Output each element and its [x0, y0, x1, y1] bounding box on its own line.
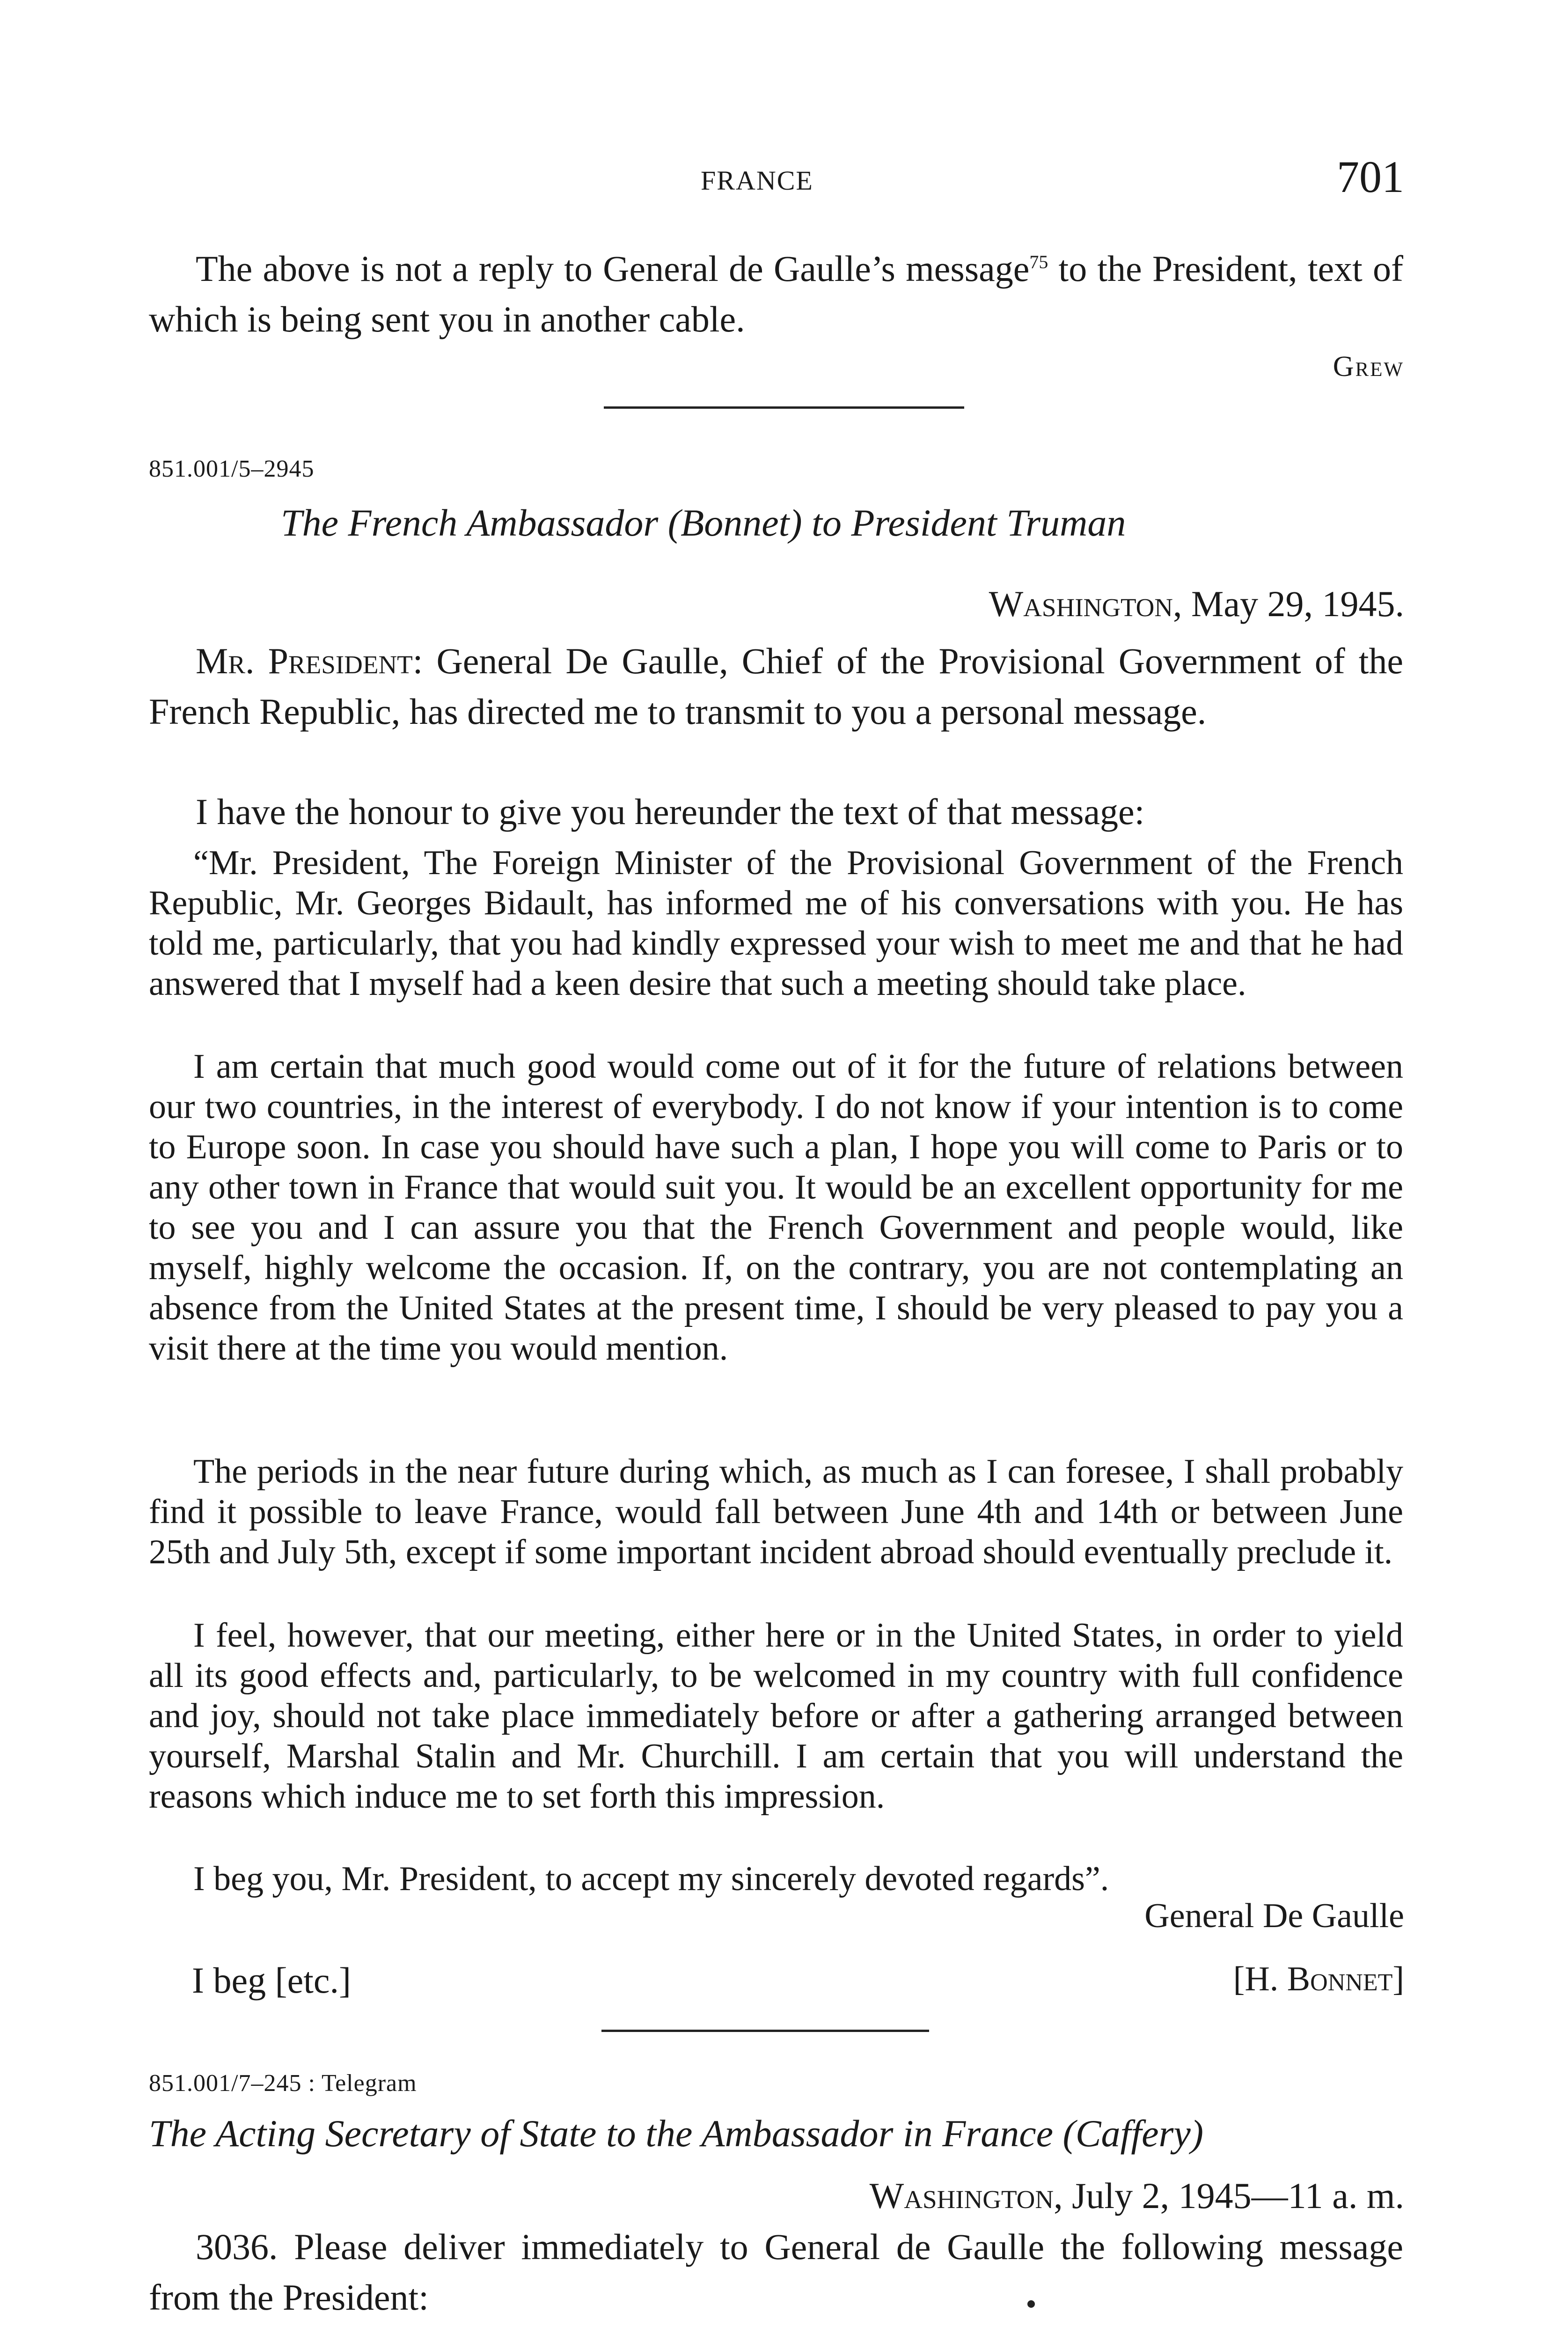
file-reference: 851.001/5–2945 [149, 456, 315, 482]
opening-text-after: to the President, text of which is being sent you in another cable. [149, 248, 1403, 339]
closing: I beg [etc.] [192, 1960, 351, 2001]
footnote-reference: 75 [1029, 251, 1048, 272]
file-reference: 851.001/7–245 : Telegram [149, 2070, 417, 2097]
opening-text-before: The above is not a reply to General de Gaulle’s message [196, 248, 1030, 289]
closing-signature: [H. Bonnet] [1233, 1960, 1404, 1998]
salutation-colon: : [412, 640, 423, 681]
quote-paragraph: The periods in the near future during which, as much as I can foresee, I shall probably find it possible to leave France, would fall between June 4th and 14th or between June 25th and July 5th, except if some important incident abroad should eventually preclude it. [149, 1452, 1403, 1571]
running-head: FRANCE [701, 165, 813, 196]
dateline-place: Washington [989, 583, 1173, 624]
dateline-place: Washington [869, 2175, 1054, 2216]
quote-paragraph: I feel, however, that our meeting, either here or in the United States, in order to yield all its good effects and, particularly, to be welcomed in my country with full confidence and joy, should not take place immediately before or after a gathering arranged between yourself, Marshal Stalin and Mr. Churchill. I am certain that you will understand the reasons which induce me to set forth this impression. [149, 1616, 1403, 1816]
salutation: Mr. President [196, 640, 413, 681]
signature-grew: Grew [1333, 351, 1404, 383]
dateline [989, 583, 1404, 625]
quote-signature: General De Gaulle [1144, 1897, 1404, 1935]
stray-mark [1027, 2300, 1035, 2308]
intro-paragraph [149, 636, 1403, 737]
document-heading: The French Ambassador (Bonnet) to President Truman [281, 501, 1126, 544]
intro-paragraph-2: I have the honour to give you hereunder the text of that message: [196, 791, 1145, 832]
quote-paragraph: I am certain that much good would come out of it for the future of relations between our two countries, in the interest of everybody. I do not know if your intention is to come to Europe soon. In case you should have such a plan, I hope you will come to Paris or to any other town in France that would suit you. It would be an excellent opportunity for me to see you and I can assure you that the French Government and people would, like myself, highly welcome the occasion. If, on the contrary, you are not contemplating an absence from the United States at the present time, I should be very pleased to pay you a visit there at the time you would mention. [149, 1047, 1403, 1368]
section-divider [604, 406, 964, 409]
dateline [870, 2175, 1404, 2217]
dateline-date: , May 29, 1945. [1173, 583, 1404, 624]
intro-text: General De Gaulle, Chief of the Provisional Government of the French Republic, has directed me to transmit to you a personal message. [149, 640, 1403, 732]
dateline-date: , July 2, 1945—11 a. m. [1054, 2175, 1404, 2216]
telegram-body: 3036. Please deliver immediately to General de Gaulle the following message from the President: [149, 2226, 1403, 2318]
quote-paragraph: I beg you, Mr. President, to accept my sincerely devoted regards”. [193, 1860, 1109, 1898]
document-heading: The Acting Secretary of State to the Ambassador in France (Caffery) [149, 2112, 1204, 2155]
opening-paragraph [149, 243, 1403, 345]
section-divider [601, 2030, 929, 2032]
page-number: 701 [1337, 152, 1404, 202]
quote-paragraph: “Mr. President, The Foreign Minister of the Provisional Government of the French Republic, Mr. Georges Bidault, has informed me of his conversations with you. He has told me, particularly, that you had kindly expressed your wish to meet me and that he had answered that I myself had a keen desire that such a meeting should take place. [149, 844, 1403, 1003]
